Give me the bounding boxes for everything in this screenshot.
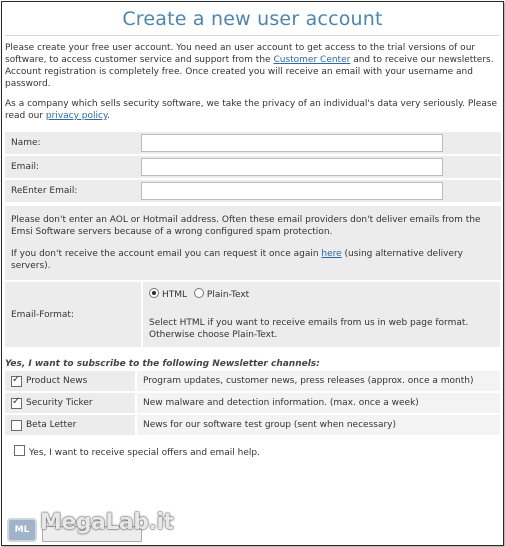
reenter-email-cell bbox=[137, 180, 501, 202]
intro-paragraph-2 bbox=[5, 98, 500, 122]
email-field[interactable] bbox=[141, 158, 443, 176]
beta-letter-checkbox[interactable] bbox=[11, 420, 22, 431]
watermark-text: MegaLab.it bbox=[40, 510, 174, 535]
name-label: Name: bbox=[5, 132, 137, 154]
intro-text-2a: As a company which sells security software, we take the privacy of an individual's data very seriously. Please read our bbox=[5, 99, 498, 121]
intro-text-2b: . bbox=[107, 111, 110, 121]
intro-text-1b: and to receive our newsletters. Account registration is completely free. Once created you will receive an email with your username and password. bbox=[5, 55, 494, 89]
page-title: Create a new user account bbox=[122, 8, 383, 30]
account-fields bbox=[5, 130, 501, 204]
email-format-options bbox=[143, 282, 500, 347]
newsletter-option-beta-letter[interactable] bbox=[5, 415, 135, 435]
notice-paragraph-1: Please don't enter an AOL or Hotmail address. Often these email providers don't deliver emails from the Emsi Software servers because of a wrong configured spam protection. bbox=[11, 215, 481, 237]
special-offers-label: Yes, I want to receive special offers and email help. bbox=[29, 448, 260, 458]
account-form-panel bbox=[1, 1, 504, 546]
newsletter-heading: Yes, I want to subscribe to the following Newsletter channels: bbox=[5, 359, 320, 369]
notice-paragraph-2 bbox=[11, 248, 495, 272]
name-field[interactable] bbox=[141, 134, 443, 152]
intro-paragraph-1 bbox=[5, 42, 500, 90]
html-radio[interactable] bbox=[149, 288, 159, 298]
newsletter-option-security-ticker[interactable] bbox=[5, 393, 135, 413]
product-news-label: Product News bbox=[26, 376, 88, 386]
security-ticker-label: Security Ticker bbox=[26, 398, 93, 408]
newsletter-row-product-news bbox=[5, 371, 500, 391]
product-news-checkbox[interactable] bbox=[11, 376, 22, 387]
product-news-description: Program updates, customer news, press releases (approx. once a month) bbox=[137, 371, 500, 391]
notice-text-2b: (using alternative delivery servers). bbox=[11, 249, 463, 271]
privacy-policy-link[interactable]: privacy policy bbox=[45, 111, 108, 121]
security-ticker-checkbox[interactable] bbox=[11, 398, 22, 409]
newsletter-option-product-news[interactable] bbox=[5, 371, 135, 391]
reenter-email-row bbox=[5, 180, 501, 202]
watermark bbox=[2, 502, 202, 544]
email-label: Email: bbox=[5, 156, 137, 178]
email-format-label: Email-Format: bbox=[5, 282, 141, 347]
special-offers-option[interactable] bbox=[14, 445, 500, 458]
beta-letter-description: News for our software test group (sent when necessary) bbox=[137, 415, 500, 435]
special-offers-checkbox[interactable] bbox=[14, 445, 25, 456]
email-format-row bbox=[5, 282, 500, 347]
name-cell bbox=[137, 132, 501, 154]
title-divider bbox=[5, 35, 500, 36]
email-notice bbox=[5, 206, 501, 280]
name-row bbox=[5, 132, 501, 154]
email-format-help: Select HTML if you want to receive emails from us in web page format. Otherwise choose Plain-Text. bbox=[149, 318, 469, 340]
email-cell bbox=[137, 156, 501, 178]
html-radio-label: HTML bbox=[162, 290, 188, 300]
email-row bbox=[5, 156, 501, 178]
reenter-email-label: ReEnter Email: bbox=[5, 180, 137, 202]
newsletter-row-beta-letter bbox=[5, 415, 500, 435]
intro-text-1a: Please create your free user account. You need an user account to get access to the trial versions of our software, to access customer service and support from the bbox=[5, 43, 476, 65]
intro-text bbox=[5, 42, 500, 122]
reenter-email-field[interactable] bbox=[141, 182, 443, 200]
plain-text-radio[interactable] bbox=[194, 288, 204, 298]
watermark-logo: ML bbox=[7, 518, 37, 542]
beta-letter-label: Beta Letter bbox=[26, 420, 77, 430]
format-radio-group bbox=[149, 288, 494, 301]
customer-center-link[interactable]: Customer Center bbox=[273, 55, 351, 65]
resend-email-link[interactable]: here bbox=[321, 249, 342, 259]
newsletter-row-security-ticker bbox=[5, 393, 500, 413]
notice-text-2a: If you don't receive the account email you can request it once again bbox=[11, 249, 322, 259]
security-ticker-description: New malware and detection information. (max. once a week) bbox=[137, 393, 500, 413]
plain-text-radio-label: Plain-Text bbox=[206, 290, 250, 300]
